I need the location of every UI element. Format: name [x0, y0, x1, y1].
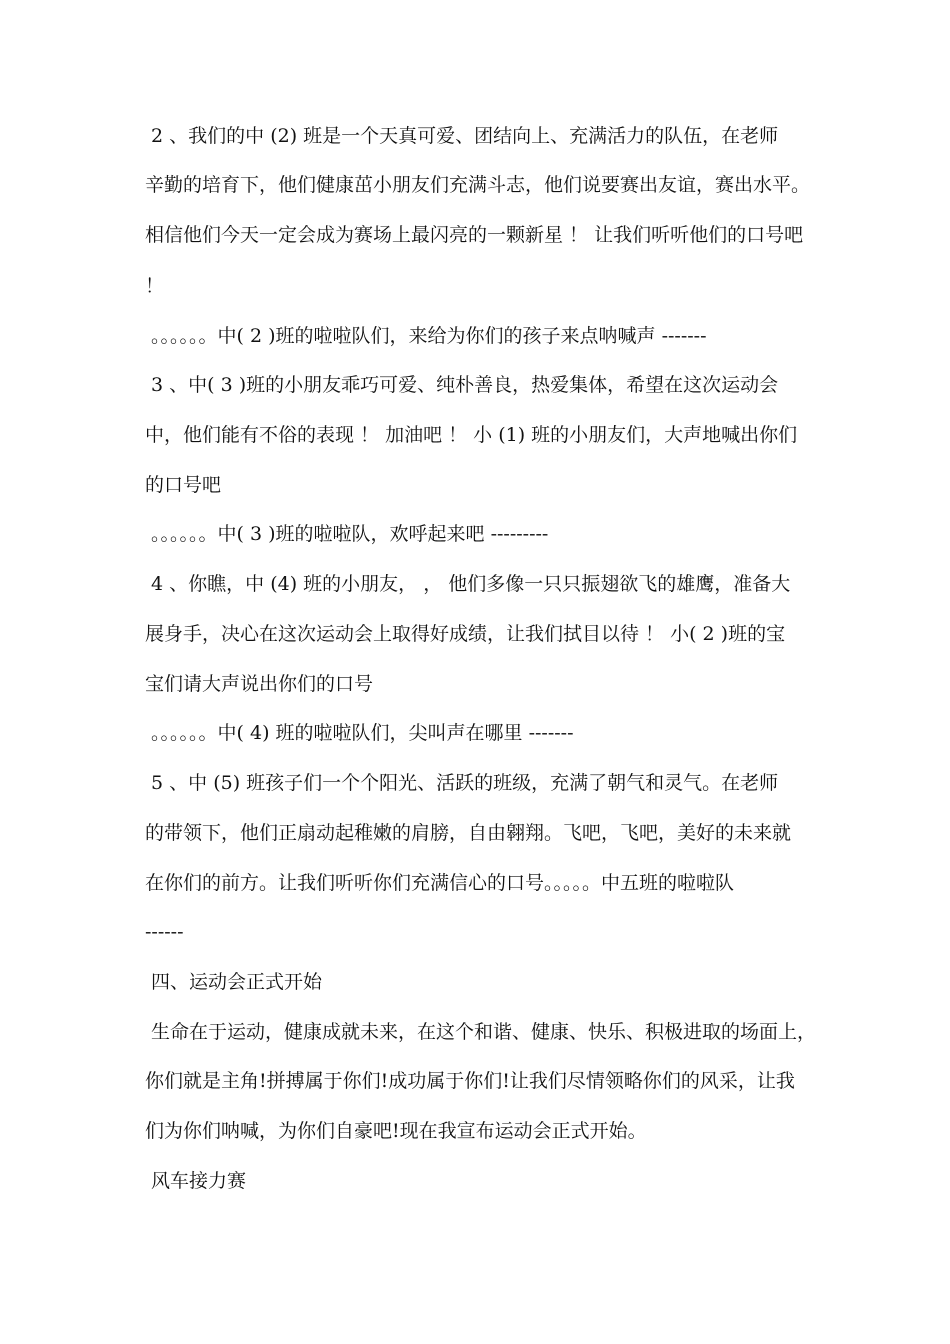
- text-line: 3 、中( 3 )班的小朋友乖巧可爱、纯朴善良，热爱集体，希望在这次运动会: [145, 374, 779, 396]
- text-line: ！: [145, 275, 165, 297]
- text-line: 的口号吧: [145, 474, 222, 496]
- text-line: 。。。。。。中( 2 )班的啦啦队们，来给为你们的孩子来点呐喊声 -------: [145, 325, 707, 347]
- text-line: 宝们请大声说出你们的口号: [145, 673, 374, 695]
- text-line: 中，他们能有不俗的表现 ！ 加油吧 ！ 小 (1) 班的小朋友们，大声地喊出你们: [145, 424, 798, 446]
- text-line: 5 、中 (5) 班孩子们一个个阳光、活跃的班级，充满了朝气和灵气。在老师: [145, 772, 779, 794]
- text-line: 。。。。。。中( 4) 班的啦啦队们，尖叫声在哪里 -------: [145, 722, 574, 744]
- text-line: 辛勤的培育下，他们健康茁小朋友们充满斗志，他们说要赛出友谊，赛出水平。: [145, 174, 811, 196]
- text-line: ------: [145, 921, 184, 943]
- text-line: 生命在于运动，健康成就未来，在这个和谐、健康、快乐、积极进取的场面上，: [145, 1021, 817, 1043]
- section-heading: 四、运动会正式开始: [145, 971, 323, 993]
- text-line: 们为你们呐喊，为你们自豪吧!现在我宣布运动会正式开始。: [145, 1120, 647, 1142]
- text-line: 在你们的前方。让我们听听你们充满信心的口号。。。。。中五班的啦啦队: [145, 872, 735, 894]
- text-line: 4 、你瞧，中 (4) 班的小朋友， ， 他们多像一只只振翅欲飞的雄鹰，准备大: [145, 573, 791, 595]
- text-line: 2 、我们的中 (2) 班是一个天真可爱、团结向上、充满活力的队伍，在老师: [145, 125, 779, 147]
- text-line: 。。。。。。中( 3 )班的啦啦队，欢呼起来吧 ---------: [145, 523, 549, 545]
- text-line: 相信他们今天一定会成为赛场上最闪亮的一颗新星 ！ 让我们听听他们的口号吧: [145, 224, 804, 246]
- text-line: 你们就是主角!拼搏属于你们!成功属于你们!让我们尽情领略你们的风采，让我: [145, 1070, 795, 1092]
- text-line: 展身手，决心在这次运动会上取得好成绩，让我们拭目以待 ！ 小( 2 )班的宝: [145, 623, 786, 645]
- text-line: 的带领下，他们正扇动起稚嫩的肩膀，自由翱翔。飞吧，飞吧，美好的未来就: [145, 822, 792, 844]
- section-heading: 风车接力赛: [145, 1170, 247, 1192]
